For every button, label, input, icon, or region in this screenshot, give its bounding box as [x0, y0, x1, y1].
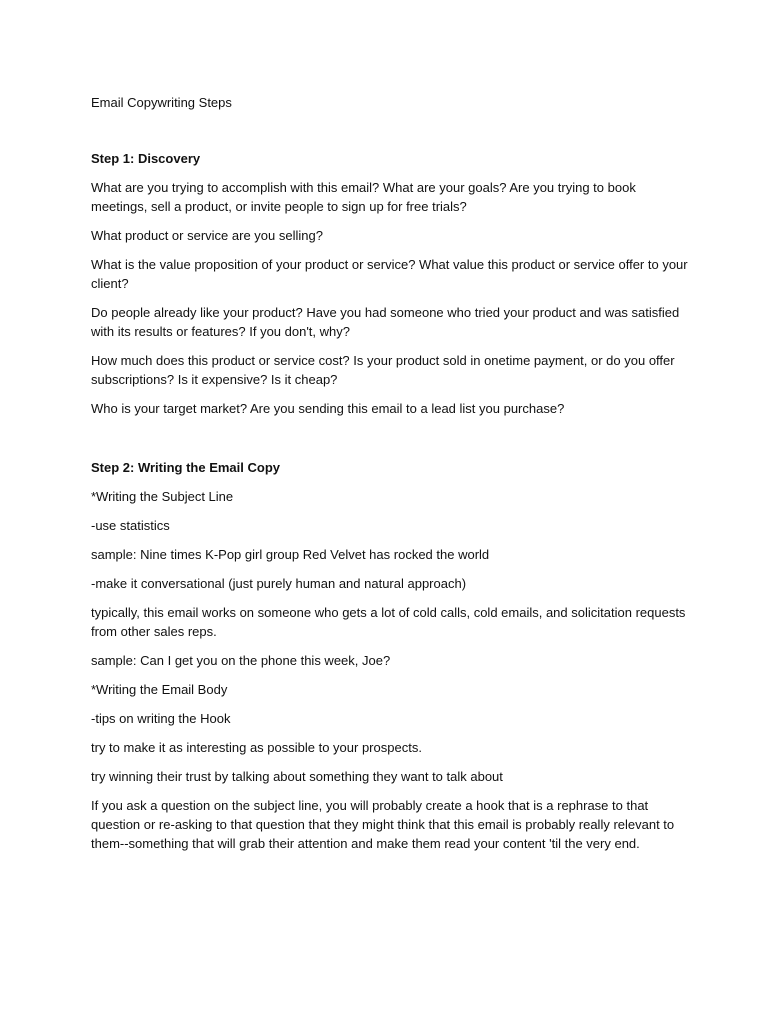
- step1-heading: Step 1: Discovery: [91, 151, 201, 166]
- step1-paragraph: What is the value proposition of your product or service? What value this product or service offer to your client?: [91, 257, 688, 291]
- step2-paragraph: sample: Nine times K-Pop girl group Red Velvet has rocked the world: [91, 547, 490, 562]
- step1-paragraph: What product or service are you selling?: [91, 228, 323, 243]
- step2-paragraph: *Writing the Subject Line: [91, 489, 234, 504]
- document-content: [91, 93, 691, 863]
- step2-paragraph: -make it conversational (just purely human and natural approach): [91, 576, 467, 591]
- step2-paragraph: -tips on writing the Hook: [91, 711, 231, 726]
- step2-paragraph: -use statistics: [91, 518, 170, 533]
- step1-paragraph: What are you trying to accomplish with this email? What are your goals? Are you trying to book meetings, sell a product, or invite people to sign up for free trials?: [91, 180, 636, 214]
- step1-paragraph: Do people already like your product? Have you had someone who tried your product and was satisfied with its results or features? If you don't, why?: [91, 305, 680, 339]
- step1-paragraph: How much does this product or service cost? Is your product sold in onetime payment, or do you offer subscriptions? Is it expensive? Is it cheap?: [91, 353, 675, 387]
- step2-heading: Step 2: Writing the Email Copy: [91, 460, 281, 475]
- step2-paragraph: *Writing the Email Body: [91, 682, 228, 697]
- step2-paragraph: typically, this email works on someone who gets a lot of cold calls, cold emails, and solicitation requests from other sales reps.: [91, 605, 686, 639]
- section-spacer: [91, 428, 691, 458]
- step1-paragraph: Who is your target market? Are you sending this email to a lead list you purchase?: [91, 401, 565, 416]
- document-title: Email Copywriting Steps: [91, 95, 232, 110]
- step2-paragraph: try winning their trust by talking about something they want to talk about: [91, 769, 503, 784]
- step2-paragraph: sample: Can I get you on the phone this week, Joe?: [91, 653, 391, 668]
- step2-paragraph: try to make it as interesting as possible to your prospects.: [91, 740, 422, 755]
- step2-paragraph: If you ask a question on the subject line, you will probably create a hook that is a rephrase to that question or re-asking to that question that they might think that this email is probably really relevant to them--something that will grab their attention and make them read your content 'til the very end.: [91, 798, 675, 851]
